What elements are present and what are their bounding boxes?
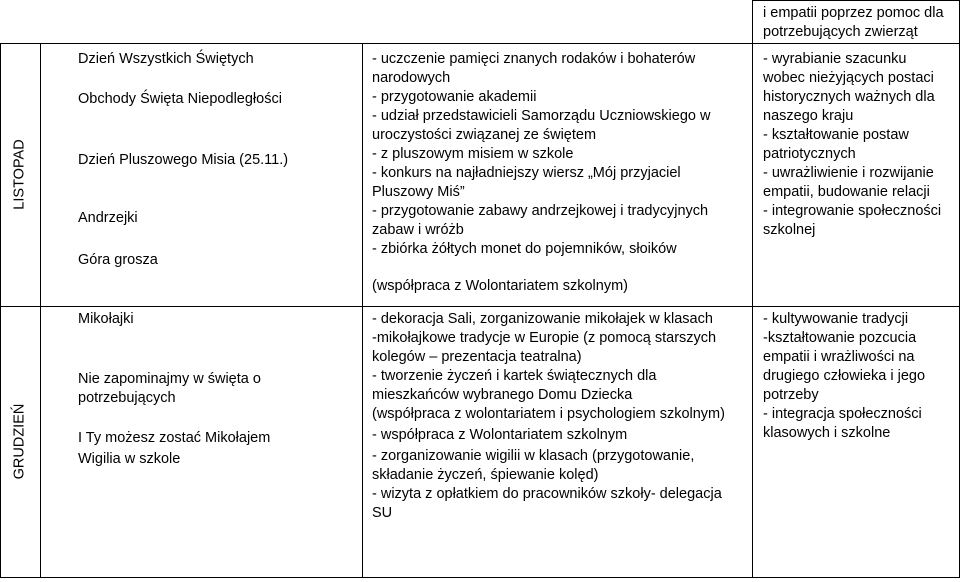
goal-line: klasowych i szkolne — [763, 425, 891, 441]
event-item: Nie zapominajmy w święta o — [78, 371, 261, 387]
fragment-line: potrzebujących zwierząt — [763, 24, 918, 40]
table-rule-month-col — [40, 43, 41, 578]
month-listopad — [0, 43, 40, 306]
activity-line: SU — [372, 505, 393, 521]
event-item: Dzień Wszystkich Świętych — [78, 51, 254, 67]
activity-line: (współpraca z Wolontariatem szkolnym) — [372, 278, 628, 294]
goal-line: drugiego człowieka i jego — [763, 368, 926, 384]
goal-line: empatii, budowanie relacji — [763, 184, 930, 200]
activity-line: - z pluszowym misiem w szkole — [372, 146, 574, 162]
activity-line: - uczczenie pamięci znanych rodaków i bohaterów — [372, 51, 696, 67]
grudzien-goals — [763, 310, 925, 443]
goal-line: - uwrażliwienie i rozwijanie — [763, 165, 934, 181]
activity-line: - udział przedstawicieli Samorządu Uczniowskiego w — [372, 108, 711, 124]
activity-line: uroczystości związanej ze świętem — [372, 127, 597, 143]
goal-line: - integracja społeczności — [763, 406, 922, 422]
goal-line: - kultywowanie tradycji — [763, 311, 909, 327]
activity-line: składanie życzeń, śpiewanie kolęd) — [372, 467, 599, 483]
table-rule-middle — [0, 306, 960, 307]
listopad-activities — [372, 50, 710, 296]
goal-line: - wyrabianie szacunku — [763, 51, 907, 67]
event-item: potrzebujących — [78, 390, 176, 406]
previous-goals-fragment — [763, 4, 944, 42]
event-item: Góra grosza — [78, 252, 158, 268]
goal-line: naszego kraju — [763, 108, 854, 124]
activity-line: kolegów – prezentacja teatralna) — [372, 349, 582, 365]
goal-line: historycznych ważnych dla — [763, 89, 935, 105]
table-rule-goals-col — [752, 0, 753, 578]
table-rule-top — [752, 0, 960, 1]
table-rule-bottom — [0, 577, 960, 578]
goal-line: patriotycznych — [763, 146, 856, 162]
event-item: Andrzejki — [78, 210, 138, 226]
event-item: Mikołajki — [78, 311, 134, 327]
event-item: Wigilia w szkole — [78, 451, 181, 467]
activity-line: (współpraca z wolontariatem i psychologiem szkolnym) — [372, 406, 725, 422]
activity-line: Pluszowy Miś” — [372, 184, 465, 200]
goal-line: - integrowanie społeczności — [763, 203, 942, 219]
activity-line: - dekoracja Sali, zorganizowanie mikołajek w klasach — [372, 311, 713, 327]
activity-line: - współpraca z Wolontariatem szkolnym — [372, 427, 628, 443]
activity-line: mieszkańców wybranego Domu Dziecka — [372, 387, 633, 403]
month-label: GRUDZIEŃ — [11, 403, 28, 480]
activity-line: - konkurs na najładniejszy wiersz „Mój przyjaciel — [372, 165, 681, 181]
month-grudzien — [0, 306, 40, 577]
fragment-line: i empatii poprzez pomoc dla — [763, 5, 944, 21]
goal-line: -kształtowanie pozcucia — [763, 330, 917, 346]
goal-line: potrzeby — [763, 387, 819, 403]
activity-line: - tworzenie życzeń i kartek świątecznych dla — [372, 368, 657, 384]
goal-line: szkolnej — [763, 222, 816, 238]
goal-line: empatii i wrażliwości na — [763, 349, 915, 365]
event-item: Obchody Święta Niepodległości — [78, 91, 282, 107]
grudzien-activities — [372, 310, 725, 523]
event-item: Dzień Pluszowego Misia (25.11.) — [78, 152, 289, 168]
activity-line: - zbiórka żółtych monet do pojemników, słoików — [372, 241, 677, 257]
goal-line: - kształtowanie postaw — [763, 127, 909, 143]
activity-line: -mikołajkowe tradycje w Europie (z pomocą starszych — [372, 330, 717, 346]
table-rule-events-col — [362, 43, 363, 578]
month-label: LISTOPAD — [11, 139, 28, 210]
table-rule-upper — [0, 43, 960, 44]
event-item: I Ty możesz zostać Mikołajem — [78, 430, 271, 446]
activity-line: narodowych — [372, 70, 451, 86]
activity-line: - zorganizowanie wigilii w klasach (przygotowanie, — [372, 448, 695, 464]
goal-line: wobec nieżyjących postaci — [763, 70, 934, 86]
activity-line: - wizyta z opłatkiem do pracowników szkoły- delegacja — [372, 486, 722, 502]
listopad-goals — [763, 50, 941, 240]
activity-line: zabaw i wróżb — [372, 222, 464, 238]
activity-line: - przygotowanie zabawy andrzejkowej i tradycyjnych — [372, 203, 709, 219]
activity-line: - przygotowanie akademii — [372, 89, 537, 105]
